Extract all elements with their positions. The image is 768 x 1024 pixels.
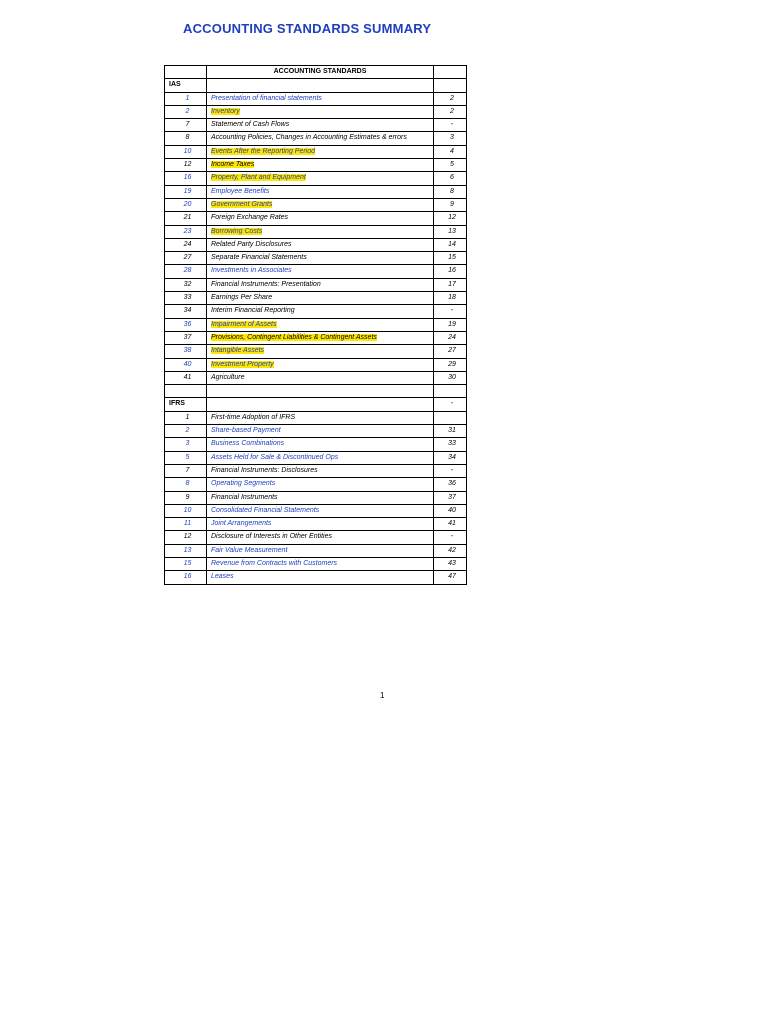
standard-number: 7: [165, 119, 207, 132]
standard-name-text: Provisions, Contingent Liabilities & Contingent Assets: [211, 333, 377, 341]
page-ref: 18: [434, 292, 467, 305]
standard-name: [207, 531, 434, 544]
ifrs-section-row: [165, 398, 467, 411]
standard-name-text: Foreign Exchange Rates: [211, 214, 289, 222]
standard-number: 12: [165, 531, 207, 544]
standard-name: [207, 557, 434, 570]
standard-number: 2: [165, 425, 207, 438]
standard-name: [207, 504, 434, 517]
table-row: [165, 371, 467, 384]
standard-name: [207, 331, 434, 344]
standard-number: 1: [165, 92, 207, 105]
page-ref: 17: [434, 278, 467, 291]
standard-number: 16: [165, 571, 207, 584]
table-row: [165, 265, 467, 278]
standard-name-text: Separate Financial Statements: [211, 254, 307, 262]
table-row: [165, 518, 467, 531]
standard-name-text: Borrowing Costs: [211, 227, 263, 235]
page-ref: 34: [434, 451, 467, 464]
standard-number: 12: [165, 159, 207, 172]
standard-number: 19: [165, 185, 207, 198]
standard-name: [207, 478, 434, 491]
standard-name-text: Disclosure of Interests in Other Entities: [211, 533, 332, 541]
table-row: [165, 198, 467, 211]
standard-name-text: Accounting Policies, Changes in Accounting Estimates & errors: [211, 134, 407, 142]
table-row: [165, 132, 467, 145]
standard-name: [207, 185, 434, 198]
page-title: ACCOUNTING STANDARDS SUMMARY: [183, 21, 432, 36]
standard-number: 36: [165, 318, 207, 331]
standard-number: 41: [165, 371, 207, 384]
standard-number: 10: [165, 504, 207, 517]
standard-name-text: Investments in Associates: [211, 267, 292, 275]
table-row: [165, 531, 467, 544]
table-row: [165, 425, 467, 438]
standard-number: 13: [165, 544, 207, 557]
table-row: [165, 238, 467, 251]
table-row: [165, 571, 467, 584]
page-ref: 5: [434, 159, 467, 172]
page-ref: -: [434, 119, 467, 132]
standard-name: [207, 571, 434, 584]
standard-name-text: Agriculture: [211, 373, 245, 381]
table-row: [165, 172, 467, 185]
table-row: [165, 478, 467, 491]
page-ref: 37: [434, 491, 467, 504]
standard-number: 9: [165, 491, 207, 504]
page-ref: 41: [434, 518, 467, 531]
table-row: [165, 119, 467, 132]
standard-name: [207, 464, 434, 477]
page-ref: 31: [434, 425, 467, 438]
page-ref: 40: [434, 504, 467, 517]
ifrs-header-page: -: [434, 398, 467, 411]
page-ref: 19: [434, 318, 467, 331]
standard-number: 20: [165, 198, 207, 211]
standard-number: 15: [165, 557, 207, 570]
ifrs-label: IFRS: [165, 398, 207, 411]
page-ref: 43: [434, 557, 467, 570]
standard-name: [207, 292, 434, 305]
table-row: [165, 438, 467, 451]
standard-name: [207, 119, 434, 132]
standard-number: 33: [165, 292, 207, 305]
table-row: [165, 491, 467, 504]
standard-number: 24: [165, 238, 207, 251]
page-ref: 47: [434, 571, 467, 584]
header-blank-cell: [165, 66, 207, 79]
table-header-row: [165, 66, 467, 79]
standard-name-text: First-time Adoption of IFRS: [211, 413, 296, 421]
page-ref: 36: [434, 478, 467, 491]
standard-name: [207, 518, 434, 531]
standard-number: 38: [165, 345, 207, 358]
standard-name-text: Inventory: [211, 107, 240, 115]
table-row: [165, 411, 467, 424]
standard-number: 28: [165, 265, 207, 278]
page-ref: -: [434, 305, 467, 318]
table-row: [165, 92, 467, 105]
standard-name-text: Events After the Reporting Period: [211, 147, 316, 155]
standard-number: 1: [165, 411, 207, 424]
standard-name-text: Interim Financial Reporting: [211, 307, 295, 315]
table-row: [165, 145, 467, 158]
table-row: [165, 105, 467, 118]
standards-table: [164, 65, 467, 585]
standard-name-text: Leases: [211, 573, 234, 581]
standard-name-text: Revenue from Contracts with Customers: [211, 559, 338, 567]
standard-name-text: Financial Instruments: Presentation: [211, 280, 321, 288]
standard-name: [207, 159, 434, 172]
standard-name-text: Intangible Assets: [211, 347, 265, 355]
table-row: [165, 451, 467, 464]
page-ref: 6: [434, 172, 467, 185]
spacer-row: [165, 385, 467, 398]
standard-name: [207, 278, 434, 291]
standard-name-text: Presentation of financial statements: [211, 94, 322, 102]
standard-name-text: Earnings Per Share: [211, 294, 273, 302]
page-ref: 24: [434, 331, 467, 344]
page-ref: 29: [434, 358, 467, 371]
page-ref: -: [434, 464, 467, 477]
standard-name-text: Impairment of Assets: [211, 320, 277, 328]
standard-name: [207, 92, 434, 105]
standard-number: 10: [165, 145, 207, 158]
standard-number: 40: [165, 358, 207, 371]
standard-name: [207, 438, 434, 451]
standard-name: [207, 198, 434, 211]
standard-name-text: Related Party Disclosures: [211, 240, 292, 248]
standard-name: [207, 544, 434, 557]
standard-name: [207, 105, 434, 118]
standard-name-text: Financial Instruments: Disclosures: [211, 466, 318, 474]
standard-name-text: Property, Plant and Equipment: [211, 174, 306, 182]
standard-number: 7: [165, 464, 207, 477]
standard-number: 21: [165, 212, 207, 225]
standard-name-text: Financial Instruments: [211, 493, 278, 501]
page-ref: 8: [434, 185, 467, 198]
page-ref: 4: [434, 145, 467, 158]
standard-name-text: Joint Arrangements: [211, 520, 272, 528]
page-ref: 15: [434, 252, 467, 265]
table-row: [165, 305, 467, 318]
table-row: [165, 331, 467, 344]
ias-section-row: [165, 79, 467, 92]
standard-name: [207, 252, 434, 265]
page-ref: 2: [434, 105, 467, 118]
standard-name-text: Employee Benefits: [211, 187, 270, 195]
standard-name-text: Income Taxes: [211, 161, 255, 169]
standard-name-text: Consolidated Financial Statements: [211, 506, 320, 514]
page-ref: 3: [434, 132, 467, 145]
page-ref: -: [434, 531, 467, 544]
standard-name-text: Fair Value Measurement: [211, 546, 288, 554]
standard-name-text: Operating Segments: [211, 480, 276, 488]
standard-name: [207, 132, 434, 145]
standard-number: 2: [165, 105, 207, 118]
page-number: 1: [380, 691, 385, 700]
standard-name-text: Statement of Cash Flows: [211, 121, 290, 129]
standard-name: [207, 451, 434, 464]
standard-name-text: Investment Property: [211, 360, 274, 368]
table-row: [165, 544, 467, 557]
standard-number: 11: [165, 518, 207, 531]
standard-number: 37: [165, 331, 207, 344]
page-ref: 42: [434, 544, 467, 557]
standard-name: [207, 491, 434, 504]
table-row: [165, 318, 467, 331]
standard-name: [207, 345, 434, 358]
standard-name-text: Business Combinations: [211, 440, 285, 448]
standard-name: [207, 265, 434, 278]
page-ref: 30: [434, 371, 467, 384]
standard-name: [207, 172, 434, 185]
page-ref: 2: [434, 92, 467, 105]
table-header: ACCOUNTING STANDARDS: [207, 66, 434, 79]
standard-name: [207, 305, 434, 318]
standard-number: 23: [165, 225, 207, 238]
page-ref: 13: [434, 225, 467, 238]
standard-name: [207, 238, 434, 251]
page-ref: 27: [434, 345, 467, 358]
standard-name: [207, 371, 434, 384]
ias-label: IAS: [165, 79, 207, 92]
page-ref: 9: [434, 198, 467, 211]
standard-number: 3: [165, 438, 207, 451]
table-row: [165, 225, 467, 238]
standard-name: [207, 411, 434, 424]
table-row: [165, 358, 467, 371]
standard-number: 8: [165, 478, 207, 491]
header-page-cell: [434, 66, 467, 79]
standard-number: 5: [165, 451, 207, 464]
standard-name: [207, 225, 434, 238]
table-row: [165, 464, 467, 477]
standard-name-text: Share-based Payment: [211, 427, 281, 435]
page-ref: [434, 411, 467, 424]
standard-name: [207, 425, 434, 438]
standard-name: [207, 318, 434, 331]
standard-number: 16: [165, 172, 207, 185]
table-row: [165, 185, 467, 198]
standard-name: [207, 358, 434, 371]
standard-number: 32: [165, 278, 207, 291]
standard-name-text: Assets Held for Sale & Discontinued Ops: [211, 453, 339, 461]
table-row: [165, 504, 467, 517]
table-row: [165, 212, 467, 225]
standard-name: [207, 212, 434, 225]
page-ref: 33: [434, 438, 467, 451]
table-row: [165, 252, 467, 265]
table-row: [165, 345, 467, 358]
table-row: [165, 292, 467, 305]
page-ref: 14: [434, 238, 467, 251]
standard-name: [207, 145, 434, 158]
page-ref: 12: [434, 212, 467, 225]
standard-number: 34: [165, 305, 207, 318]
table-row: [165, 557, 467, 570]
standard-name-text: Government Grants: [211, 200, 273, 208]
standard-number: 27: [165, 252, 207, 265]
table-row: [165, 278, 467, 291]
standard-number: 8: [165, 132, 207, 145]
page-ref: 16: [434, 265, 467, 278]
table-row: [165, 159, 467, 172]
